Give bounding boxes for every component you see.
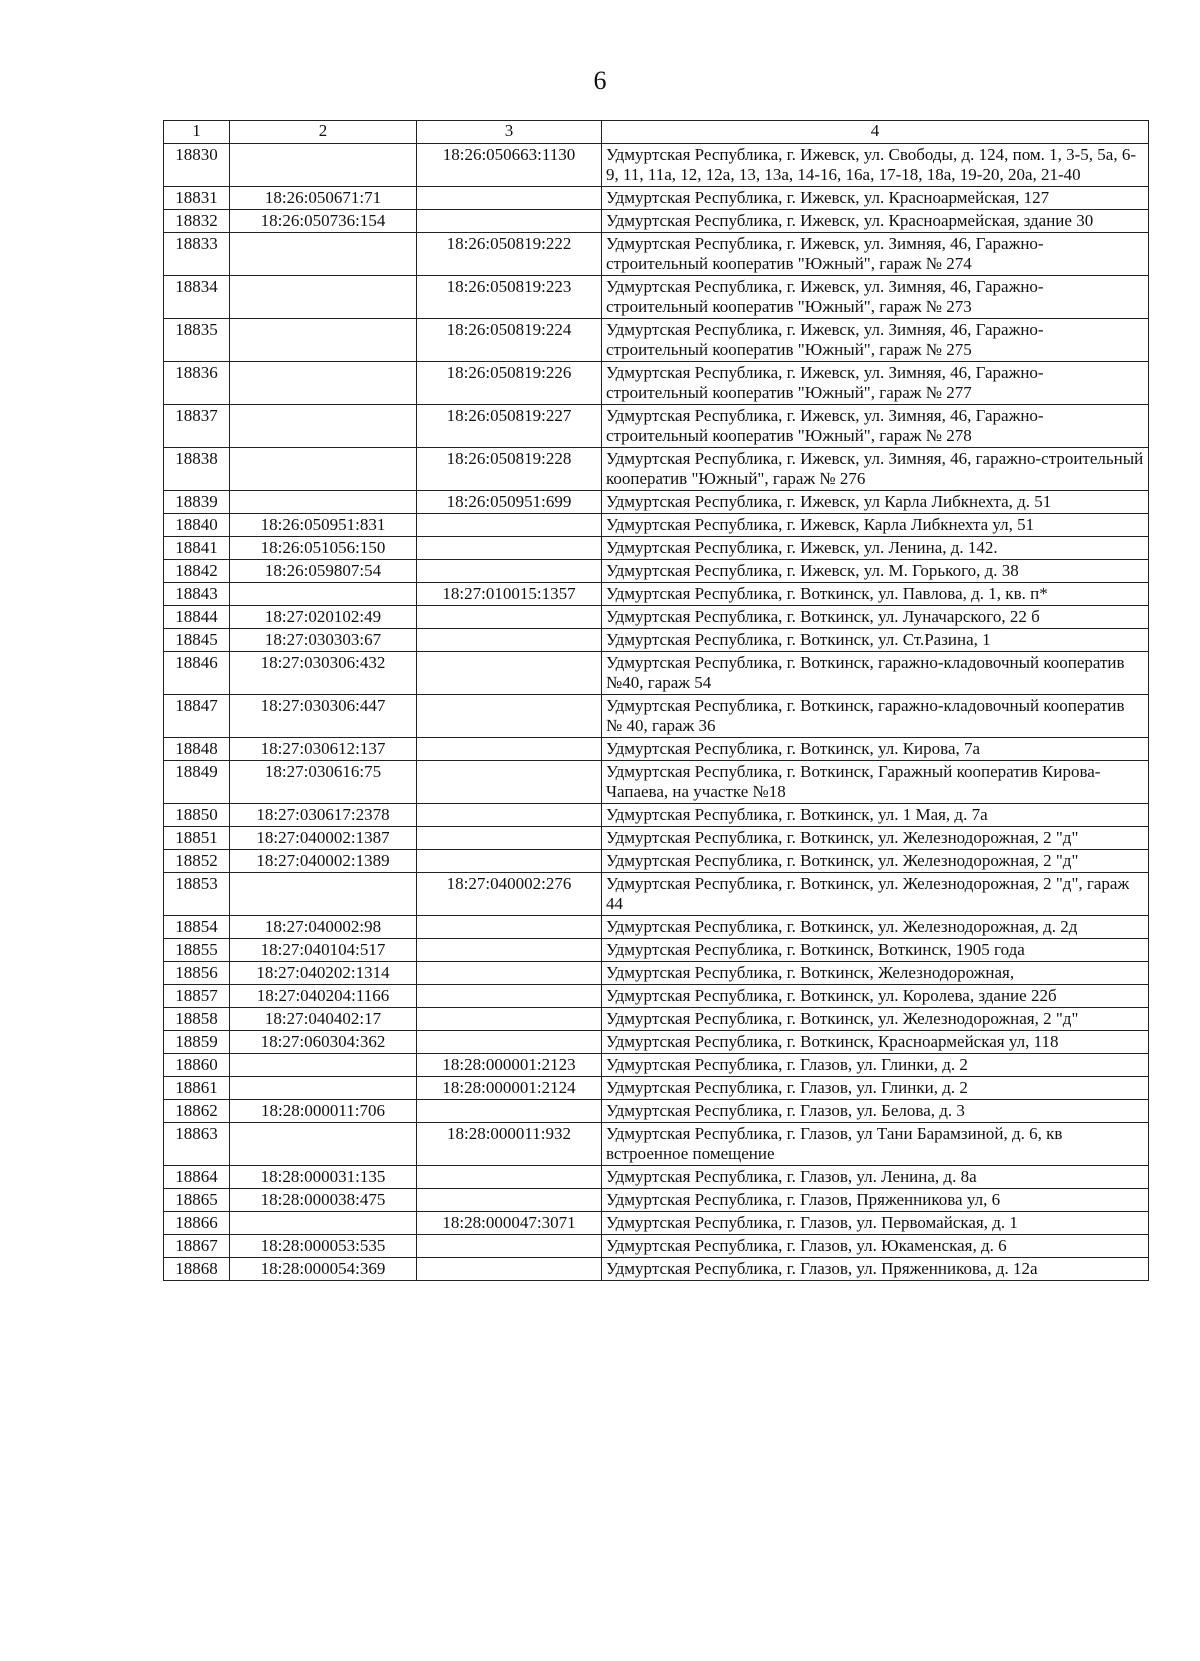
table-row	[164, 1166, 1149, 1189]
row-number-cell: 18834	[164, 276, 230, 319]
row-number-cell: 18847	[164, 695, 230, 738]
table-row	[164, 629, 1149, 652]
cadastral-number-cell	[230, 276, 417, 319]
cadastral-number-cell: 18:28:000054:369	[230, 1258, 417, 1281]
table-row	[164, 1031, 1149, 1054]
cadastral-number-alt-cell	[417, 827, 602, 850]
row-number-cell: 18860	[164, 1054, 230, 1077]
address-cell: Удмуртская Республика, г. Воткинск, гаражно-кладовочный кооператив № 40, гараж 36	[602, 695, 1149, 738]
column-header-2: 2	[230, 121, 417, 144]
row-number-cell: 18839	[164, 491, 230, 514]
cadastral-number-alt-cell	[417, 187, 602, 210]
address-cell: Удмуртская Республика, г. Воткинск, ул. Королева, здание 22б	[602, 985, 1149, 1008]
address-cell: Удмуртская Республика, г. Глазов, ул. Глинки, д. 2	[602, 1077, 1149, 1100]
column-header-4: 4	[602, 121, 1149, 144]
address-cell: Удмуртская Республика, г. Глазов, ул. Первомайская, д. 1	[602, 1212, 1149, 1235]
cadastral-number-cell	[230, 1077, 417, 1100]
table-row	[164, 850, 1149, 873]
row-number-cell: 18867	[164, 1235, 230, 1258]
table-row	[164, 233, 1149, 276]
table-row	[164, 804, 1149, 827]
cadastral-number-alt-cell: 18:26:050819:227	[417, 405, 602, 448]
cadastral-number-alt-cell	[417, 537, 602, 560]
cadastral-number-cell: 18:27:040002:1387	[230, 827, 417, 850]
cadastral-number-cell: 18:27:020102:49	[230, 606, 417, 629]
row-number-cell: 18858	[164, 1008, 230, 1031]
cadastral-number-cell: 18:27:040204:1166	[230, 985, 417, 1008]
cadastral-number-cell: 18:27:030612:137	[230, 738, 417, 761]
address-cell: Удмуртская Республика, г. Воткинск, ул. Ст.Разина, 1	[602, 629, 1149, 652]
row-number-cell: 18864	[164, 1166, 230, 1189]
table-row	[164, 448, 1149, 491]
cadastral-number-alt-cell: 18:26:050819:223	[417, 276, 602, 319]
table-row	[164, 1008, 1149, 1031]
address-cell: Удмуртская Республика, г. Воткинск, ул. Павлова, д. 1, кв. п*	[602, 583, 1149, 606]
address-cell: Удмуртская Республика, г. Воткинск, Железнодорожная,	[602, 962, 1149, 985]
cadastral-number-cell	[230, 233, 417, 276]
table-row	[164, 761, 1149, 804]
table-row	[164, 560, 1149, 583]
column-header-1: 1	[164, 121, 230, 144]
cadastral-number-cell: 18:27:040002:1389	[230, 850, 417, 873]
table-row	[164, 985, 1149, 1008]
table-row	[164, 695, 1149, 738]
row-number-cell: 18863	[164, 1123, 230, 1166]
cadastral-number-cell	[230, 405, 417, 448]
table-row	[164, 187, 1149, 210]
cadastral-number-alt-cell	[417, 962, 602, 985]
row-number-cell: 18843	[164, 583, 230, 606]
cadastral-number-alt-cell	[417, 916, 602, 939]
table-row	[164, 873, 1149, 916]
page-number: 6	[593, 66, 607, 95]
table-row	[164, 1189, 1149, 1212]
cadastral-number-alt-cell: 18:28:000001:2123	[417, 1054, 602, 1077]
cadastral-number-alt-cell: 18:28:000001:2124	[417, 1077, 602, 1100]
table-row	[164, 738, 1149, 761]
registry-table	[163, 120, 1149, 1281]
cadastral-number-alt-cell: 18:27:010015:1357	[417, 583, 602, 606]
address-cell: Удмуртская Республика, г. Ижевск, ул. Зимняя, 46, Гаражно-строительный кооператив "Южный", гараж № 273	[602, 276, 1149, 319]
row-number-cell: 18836	[164, 362, 230, 405]
cadastral-number-cell: 18:26:050736:154	[230, 210, 417, 233]
table-row	[164, 1258, 1149, 1281]
cadastral-number-cell: 18:27:040402:17	[230, 1008, 417, 1031]
cadastral-number-cell: 18:26:050951:831	[230, 514, 417, 537]
address-cell: Удмуртская Республика, г. Воткинск, ул. Луначарского, 22 б	[602, 606, 1149, 629]
table-row	[164, 1054, 1149, 1077]
table-row	[164, 1077, 1149, 1100]
address-cell: Удмуртская Республика, г. Ижевск, ул. Свободы, д. 124, пом. 1, 3-5, 5а, 6-9, 11, 11а, 12, 12а, 13, 13а, 14-16, 16а, 17-18, 18а, 19-20, 20а, 21-40	[602, 144, 1149, 187]
row-number-cell: 18865	[164, 1189, 230, 1212]
cadastral-number-cell	[230, 873, 417, 916]
cadastral-number-cell: 18:27:030617:2378	[230, 804, 417, 827]
row-number-cell: 18838	[164, 448, 230, 491]
table-header	[164, 121, 1149, 144]
address-cell: Удмуртская Республика, г. Глазов, ул. Белова, д. 3	[602, 1100, 1149, 1123]
table-row	[164, 1212, 1149, 1235]
cadastral-number-alt-cell: 18:26:050819:228	[417, 448, 602, 491]
row-number-cell: 18850	[164, 804, 230, 827]
table-row	[164, 362, 1149, 405]
cadastral-number-cell: 18:27:030303:67	[230, 629, 417, 652]
address-cell: Удмуртская Республика, г. Воткинск, ул. Железнодорожная, 2 "д", гараж 44	[602, 873, 1149, 916]
table-row	[164, 939, 1149, 962]
cadastral-number-alt-cell: 18:26:050819:222	[417, 233, 602, 276]
cadastral-number-cell: 18:26:059807:54	[230, 560, 417, 583]
cadastral-number-alt-cell: 18:28:000011:932	[417, 1123, 602, 1166]
row-number-cell: 18846	[164, 652, 230, 695]
address-cell: Удмуртская Республика, г. Ижевск, Карла Либкнехта ул, 51	[602, 514, 1149, 537]
table-row	[164, 827, 1149, 850]
address-cell: Удмуртская Республика, г. Воткинск, Гаражный кооператив Кирова-Чапаева, на участке №18	[602, 761, 1149, 804]
cadastral-number-alt-cell	[417, 560, 602, 583]
cadastral-number-alt-cell	[417, 1166, 602, 1189]
cadastral-number-alt-cell	[417, 514, 602, 537]
table-row	[164, 652, 1149, 695]
cadastral-number-alt-cell	[417, 1100, 602, 1123]
address-cell: Удмуртская Республика, г. Ижевск, ул. Зимняя, 46, Гаражно-строительный кооператив "Южный", гараж № 275	[602, 319, 1149, 362]
cadastral-number-cell: 18:27:030616:75	[230, 761, 417, 804]
row-number-cell: 18849	[164, 761, 230, 804]
row-number-cell: 18830	[164, 144, 230, 187]
table-row	[164, 916, 1149, 939]
row-number-cell: 18837	[164, 405, 230, 448]
address-cell: Удмуртская Республика, г. Глазов, ул. Ленина, д. 8а	[602, 1166, 1149, 1189]
address-cell: Удмуртская Республика, г. Воткинск, ул. Железнодорожная, 2 "д"	[602, 827, 1149, 850]
cadastral-number-cell: 18:28:000053:535	[230, 1235, 417, 1258]
cadastral-number-cell	[230, 491, 417, 514]
row-number-cell: 18845	[164, 629, 230, 652]
address-cell: Удмуртская Республика, г. Ижевск, ул. Зимняя, 46, Гаражно-строительный кооператив "Южный", гараж № 277	[602, 362, 1149, 405]
address-cell: Удмуртская Республика, г. Воткинск, ул. Железнодорожная, д. 2д	[602, 916, 1149, 939]
cadastral-number-cell: 18:27:040104:517	[230, 939, 417, 962]
cadastral-number-alt-cell	[417, 1008, 602, 1031]
table-row	[164, 144, 1149, 187]
row-number-cell: 18862	[164, 1100, 230, 1123]
cadastral-number-alt-cell	[417, 850, 602, 873]
row-number-cell: 18832	[164, 210, 230, 233]
cadastral-number-cell: 18:28:000031:135	[230, 1166, 417, 1189]
table-row	[164, 606, 1149, 629]
address-cell: Удмуртская Республика, г. Ижевск, ул. Зимняя, 46, гаражно-строительный кооператив "Южный", гараж № 276	[602, 448, 1149, 491]
cadastral-number-alt-cell: 18:26:050819:224	[417, 319, 602, 362]
cadastral-number-alt-cell	[417, 1235, 602, 1258]
cadastral-number-alt-cell: 18:28:000047:3071	[417, 1212, 602, 1235]
address-cell: Удмуртская Республика, г. Ижевск, ул. Красноармейская, 127	[602, 187, 1149, 210]
cadastral-number-cell	[230, 583, 417, 606]
address-cell: Удмуртская Республика, г. Воткинск, ул. 1 Мая, д. 7а	[602, 804, 1149, 827]
table-row	[164, 1235, 1149, 1258]
cadastral-number-alt-cell	[417, 1031, 602, 1054]
cadastral-number-alt-cell: 18:26:050663:1130	[417, 144, 602, 187]
address-cell: Удмуртская Республика, г. Глазов, ул. Пряженникова, д. 12а	[602, 1258, 1149, 1281]
cadastral-number-cell: 18:27:030306:447	[230, 695, 417, 738]
row-number-cell: 18844	[164, 606, 230, 629]
address-cell: Удмуртская Республика, г. Ижевск, ул Карла Либкнехта, д. 51	[602, 491, 1149, 514]
address-cell: Удмуртская Республика, г. Глазов, ул Тани Барамзиной, д. 6, кв встроенное помещение	[602, 1123, 1149, 1166]
row-number-cell: 18859	[164, 1031, 230, 1054]
cadastral-number-cell: 18:28:000011:706	[230, 1100, 417, 1123]
row-number-cell: 18852	[164, 850, 230, 873]
address-cell: Удмуртская Республика, г. Воткинск, ул. Железнодорожная, 2 "д"	[602, 1008, 1149, 1031]
cadastral-number-alt-cell	[417, 210, 602, 233]
cadastral-number-alt-cell	[417, 652, 602, 695]
row-number-cell: 18835	[164, 319, 230, 362]
row-number-cell: 18857	[164, 985, 230, 1008]
cadastral-number-alt-cell	[417, 629, 602, 652]
row-number-cell: 18842	[164, 560, 230, 583]
cadastral-number-alt-cell	[417, 761, 602, 804]
cadastral-number-cell: 18:27:040002:98	[230, 916, 417, 939]
cadastral-number-cell	[230, 362, 417, 405]
cadastral-number-cell: 18:26:050671:71	[230, 187, 417, 210]
row-number-cell: 18841	[164, 537, 230, 560]
cadastral-number-alt-cell	[417, 1189, 602, 1212]
row-number-cell: 18868	[164, 1258, 230, 1281]
address-cell: Удмуртская Республика, г. Глазов, ул. Юкаменская, д. 6	[602, 1235, 1149, 1258]
address-cell: Удмуртская Республика, г. Ижевск, ул. Зимняя, 46, Гаражно-строительный кооператив "Южный", гараж № 274	[602, 233, 1149, 276]
cadastral-number-alt-cell	[417, 1258, 602, 1281]
row-number-cell: 18851	[164, 827, 230, 850]
address-cell: Удмуртская Республика, г. Воткинск, Воткинск, 1905 года	[602, 939, 1149, 962]
cadastral-number-cell	[230, 319, 417, 362]
cadastral-number-alt-cell: 18:27:040002:276	[417, 873, 602, 916]
table-row	[164, 1123, 1149, 1166]
cadastral-number-alt-cell	[417, 695, 602, 738]
row-number-cell: 18840	[164, 514, 230, 537]
address-cell: Удмуртская Республика, г. Ижевск, ул. Красноармейская, здание 30	[602, 210, 1149, 233]
row-number-cell: 18854	[164, 916, 230, 939]
table-row	[164, 962, 1149, 985]
address-cell: Удмуртская Республика, г. Ижевск, ул. Зимняя, 46, Гаражно-строительный кооператив "Южный", гараж № 278	[602, 405, 1149, 448]
cadastral-number-cell: 18:27:040202:1314	[230, 962, 417, 985]
table-row	[164, 583, 1149, 606]
table-row	[164, 319, 1149, 362]
row-number-cell: 18853	[164, 873, 230, 916]
row-number-cell: 18833	[164, 233, 230, 276]
cadastral-number-alt-cell: 18:26:050819:226	[417, 362, 602, 405]
cadastral-number-cell	[230, 1212, 417, 1235]
address-cell: Удмуртская Республика, г. Воткинск, ул. Железнодорожная, 2 "д"	[602, 850, 1149, 873]
table-row	[164, 405, 1149, 448]
row-number-cell: 18848	[164, 738, 230, 761]
cadastral-number-cell	[230, 1123, 417, 1166]
cadastral-number-cell	[230, 448, 417, 491]
cadastral-number-alt-cell	[417, 804, 602, 827]
cadastral-number-alt-cell: 18:26:050951:699	[417, 491, 602, 514]
cadastral-number-alt-cell	[417, 738, 602, 761]
table-row	[164, 491, 1149, 514]
cadastral-number-cell: 18:27:060304:362	[230, 1031, 417, 1054]
cadastral-number-cell: 18:26:051056:150	[230, 537, 417, 560]
table-row	[164, 276, 1149, 319]
table-row	[164, 210, 1149, 233]
table-row	[164, 1100, 1149, 1123]
cadastral-number-cell	[230, 144, 417, 187]
table-body	[164, 144, 1149, 1281]
address-cell: Удмуртская Республика, г. Воткинск, ул. Кирова, 7а	[602, 738, 1149, 761]
row-number-cell: 18831	[164, 187, 230, 210]
row-number-cell: 18855	[164, 939, 230, 962]
cadastral-number-alt-cell	[417, 939, 602, 962]
cadastral-number-alt-cell	[417, 606, 602, 629]
cadastral-number-cell: 18:27:030306:432	[230, 652, 417, 695]
address-cell: Удмуртская Республика, г. Ижевск, ул. Ленина, д. 142.	[602, 537, 1149, 560]
table-row	[164, 537, 1149, 560]
row-number-cell: 18856	[164, 962, 230, 985]
row-number-cell: 18866	[164, 1212, 230, 1235]
address-cell: Удмуртская Республика, г. Ижевск, ул. М. Горького, д. 38	[602, 560, 1149, 583]
table-row	[164, 514, 1149, 537]
row-number-cell: 18861	[164, 1077, 230, 1100]
cadastral-number-alt-cell	[417, 985, 602, 1008]
cadastral-number-cell: 18:28:000038:475	[230, 1189, 417, 1212]
column-header-3: 3	[417, 121, 602, 144]
address-cell: Удмуртская Республика, г. Воткинск, Красноармейская ул, 118	[602, 1031, 1149, 1054]
address-cell: Удмуртская Республика, г. Глазов, ул. Глинки, д. 2	[602, 1054, 1149, 1077]
address-cell: Удмуртская Республика, г. Воткинск, гаражно-кладовочный кооператив №40, гараж 54	[602, 652, 1149, 695]
address-cell: Удмуртская Республика, г. Глазов, Пряженникова ул, 6	[602, 1189, 1149, 1212]
cadastral-number-cell	[230, 1054, 417, 1077]
